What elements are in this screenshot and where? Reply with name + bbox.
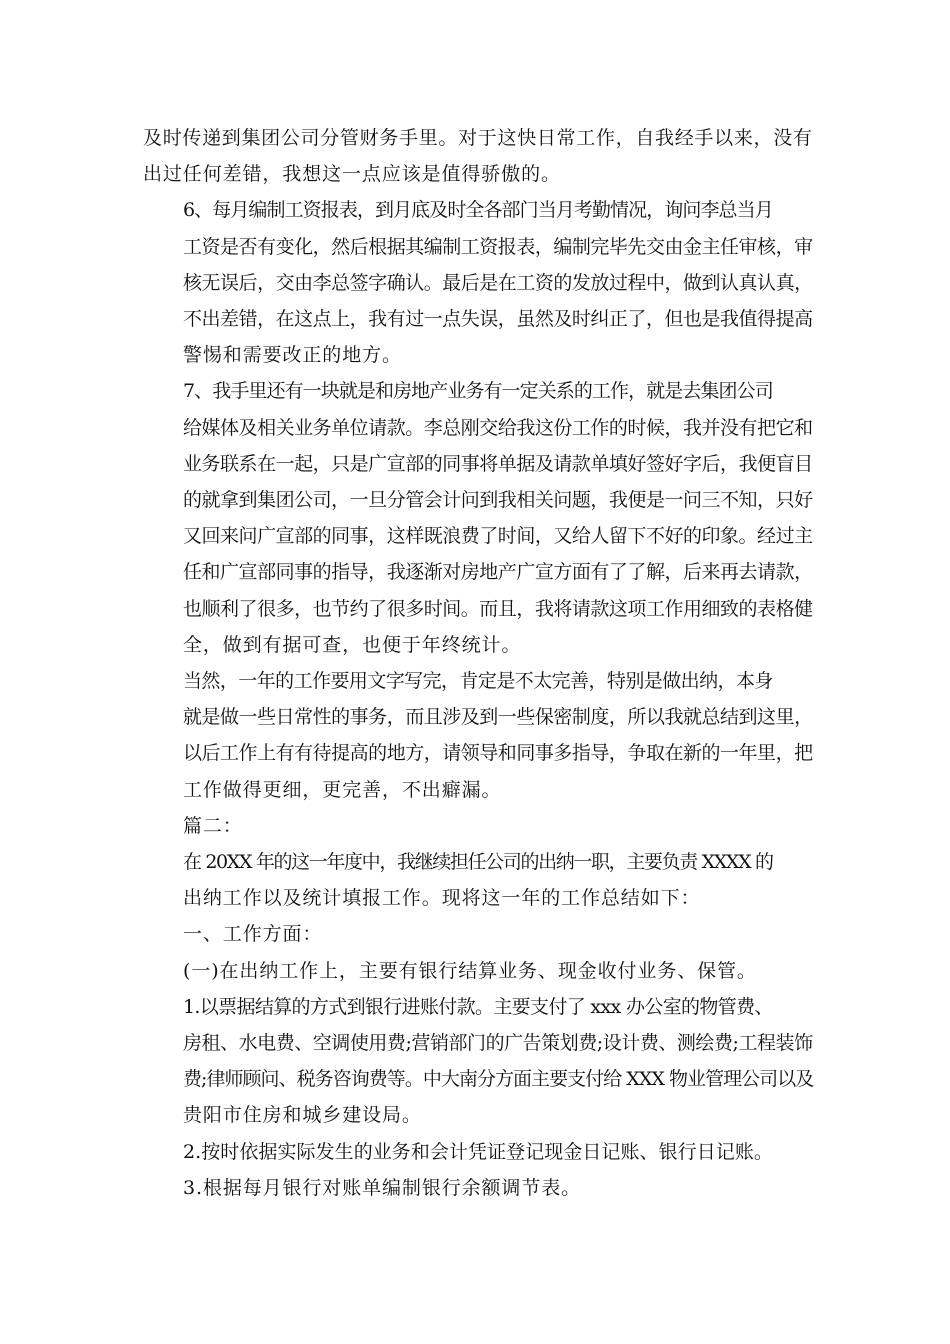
text-line: 3.根据每月银行对账单编制银行余额调节表。 xyxy=(183,1176,582,1199)
text-line: 工作做得更细，更完善，不出癖漏。 xyxy=(183,778,502,801)
paragraph-sub1 xyxy=(143,953,813,989)
text-line: 就是做一些日常性的事务，而且涉及到一些保密制度，所以我就总结到这里， xyxy=(183,706,813,729)
paragraph-item2 xyxy=(143,1134,813,1170)
text-line: 核无误后，交由李总签字确认。最后是在工资的发放过程中，做到认真认真， xyxy=(183,271,813,294)
text-line: 以后工作上有有待提高的地方，请领导和同事多指导，争取在新的一年里，把 xyxy=(183,742,813,765)
document-body xyxy=(143,120,813,1206)
text-line: 出纳工作以及统计填报工作。现将这一年的工作总结如下： xyxy=(183,887,701,910)
paragraph-item3 xyxy=(143,1170,813,1206)
text-line: 任和广宣部同事的指导，我逐渐对房地产广宣方面有了了解，后来再去请款， xyxy=(183,561,813,584)
paragraph-part2 xyxy=(143,808,813,844)
text-line: 的就拿到集团公司，一旦分管会计问到我相关问题，我便是一问三不知，只好 xyxy=(183,489,813,512)
text-line: 6、每月编制工资报表，到月底及时全各部门当月考勤情况，询问李总当月 xyxy=(183,199,773,222)
text-line: 7、我手里还有一块就是和房地产业务有一定关系的工作，就是去集团公司 xyxy=(183,380,773,403)
paragraph-6 xyxy=(143,192,813,373)
paragraph-conclusion xyxy=(143,663,813,808)
paragraph-7 xyxy=(143,373,813,663)
text-line: 警惕和需要改正的地方。 xyxy=(183,344,402,367)
text-line: 篇二： xyxy=(183,814,243,837)
text-line: 2.按时依据实际发生的业务和会计凭证登记现金日记账、银行日记账。 xyxy=(183,1140,773,1163)
text-line: 贵阳市住房和城乡建设局。 xyxy=(183,1104,422,1127)
text-line: 及时传递到集团公司分管财务手里。对于这快日常工作，自我经手以来，没有 xyxy=(143,127,813,149)
text-line: (一)在出纳工作上，主要有银行结算业务、现金收付业务、保管。 xyxy=(183,959,757,982)
text-line: 工资是否有变化，然后根据其编制工资报表，编制完毕先交由金主任审核，审 xyxy=(183,235,813,258)
text-line: 1.以票据结算的方式到银行进账付款。主要支付了 xxx 办公室的物管费、 xyxy=(183,995,773,1018)
text-line: 又回来问广宣部的同事，这样既浪费了时间，又给人留下不好的印象。经过主 xyxy=(183,525,813,548)
text-line: 一、工作方面： xyxy=(183,923,323,946)
text-line: 当然，一年的工作要用文字写完，肯定是不太完善，特别是做出纳，本身 xyxy=(183,670,773,693)
text-line: 也顺利了很多，也节约了很多时间。而且，我将请款这项工作用细致的表格健 xyxy=(183,597,813,620)
text-line: 出过任何差错，我想这一点应该是值得骄傲的。 xyxy=(143,163,561,186)
text-line: 给媒体及相关业务单位请款。李总刚交给我这份工作的时候，我并没有把它和 xyxy=(183,416,813,439)
text-line: 在 20XX 年的这一年度中，我继续担任公司的出纳一职，主要负责 XXXX 的 xyxy=(183,851,773,874)
paragraph-item1 xyxy=(143,989,813,1134)
text-line: 房租、水电费、空调使用费;营销部门的广告策划费;设计费、测绘费;工程装饰 xyxy=(183,1032,813,1055)
text-line: 不出差错，在这点上，我有过一点失误，虽然及时纠正了，但也是我值得提高 xyxy=(183,308,813,331)
text-line: 费;律师顾问、税务咨询费等。中大南分方面主要支付给 XXX 物业管理公司以及 xyxy=(183,1068,814,1091)
paragraph-section1 xyxy=(143,916,813,952)
paragraph-intro xyxy=(143,844,813,916)
text-line: 全，做到有据可查，也便于年终统计。 xyxy=(183,633,522,656)
text-line: 业务联系在一起，只是广宣部的同事将单据及请款单填好签好字后，我便盲目 xyxy=(183,452,813,475)
paragraph-cont xyxy=(143,120,813,192)
